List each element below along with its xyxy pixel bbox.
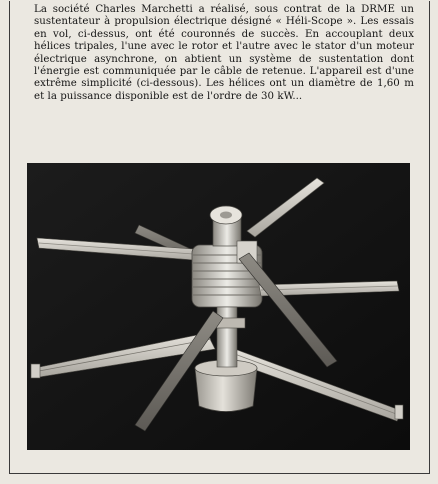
article-paragraph: La société Charles Marchetti a réalisé, sous contrat de la DRME un sustentateur à propulsion électrique désigné « Héli-Scope ». Les essais en vol, ci-dessus, ont été couronnés de succès. En accouplant deux hélices tripales, l'une avec le rotor et l'autre avec le stator d'un moteur électrique asynchrone, on abtient un système de sustentation dont l'énergie est communiquée par le câble de retenue. L'appareil est d'une extrême simplicité (ci-dessous). Les hélices ont un diamètre de 1,60 m et la puissance disponible est de l'ordre de 30 kW... — [34, 4, 414, 102]
heli-scope-photo — [27, 163, 410, 450]
heli-scope-illustration — [27, 163, 410, 450]
